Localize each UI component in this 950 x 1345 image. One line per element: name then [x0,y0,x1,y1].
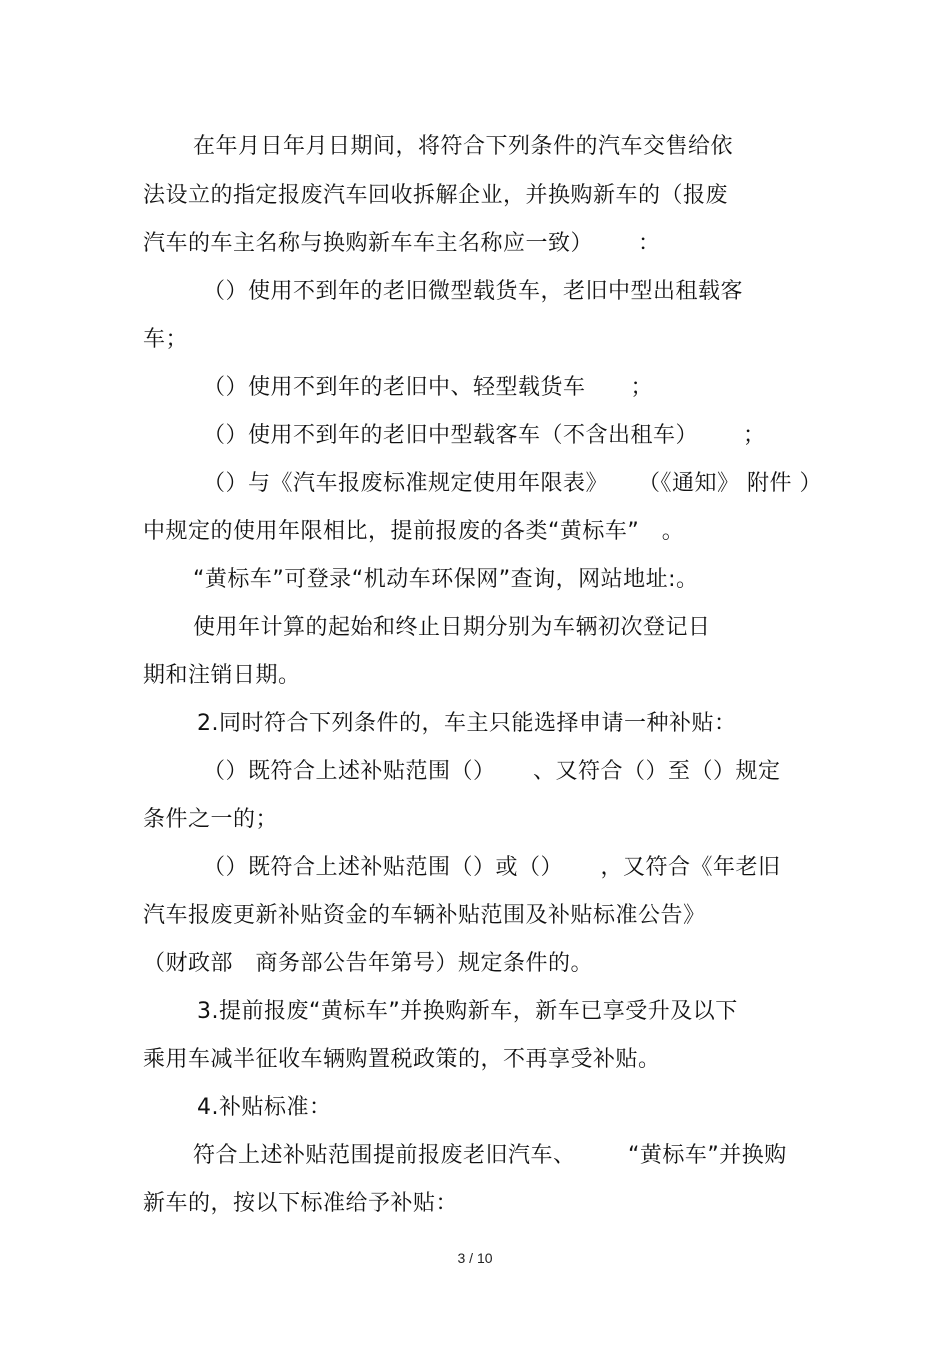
paragraph-line: 乘用车减半征收车辆购置税政策的，不再享受补贴。 [143,1047,661,1072]
paragraph-line: 法设立的指定报废汽车回收拆解企业，并换购新车的（报废 [143,183,729,208]
paragraph-line: 符合上述补贴范围提前报废老旧汽车、 “黄标车”并换购 [193,1143,787,1168]
page-number: 3 / 10 [457,1250,493,1266]
paragraph-line: （）使用不到年的老旧中、轻型载货车 ； [203,375,653,400]
paragraph-line: （）既符合上述补贴范围（） 、又符合（）至（）规定 [203,759,781,784]
paragraph-line: 在年月日年月日期间，将符合下列条件的汽车交售给依 [193,134,734,159]
paragraph-line: （财政部 商务部公告年第号）规定条件的。 [143,951,593,976]
paragraph-line: 使用年计算的起始和终止日期分别为车辆初次登记日 [193,615,711,640]
paragraph-line: “黄标车”可登录“机动车环保网”查询，网站地址:。 [193,567,699,592]
paragraph-line: 3.提前报废“黄标车”并换购新车，新车已享受升及以下 [197,999,738,1024]
section-heading: 4.补贴标准： [197,1095,332,1120]
paragraph-line: （）使用不到年的老旧中型载客车（不含出租车） ； [203,423,766,448]
paragraph-line: （）既符合上述补贴范围（）或（） ，又符合《年老旧 [203,855,781,880]
paragraph-line: 新车的，按以下标准给予补贴： [143,1191,459,1216]
paragraph-line: 汽车报废更新补贴资金的车辆补贴范围及补贴标准公告》 [143,903,706,928]
paragraph-line: 车； [143,327,189,352]
paragraph-line: （）使用不到年的老旧微型载货车，老旧中型出租载客 [203,279,744,304]
paragraph-line: 期和注销日期。 [143,663,301,688]
paragraph-line: （）与《汽车报废标准规定使用年限表》 （《通知》 附件 ） [203,471,822,496]
paragraph-line: 汽车的车主名称与换购新车车主名称应一致） ： [143,231,661,256]
paragraph-line: 中规定的使用年限相比，提前报废的各类“黄标车” 。 [143,519,685,544]
paragraph-line: 条件之一的； [143,807,279,832]
paragraph-line: 2.同时符合下列条件的，车主只能选择申请一种补贴： [197,711,737,736]
